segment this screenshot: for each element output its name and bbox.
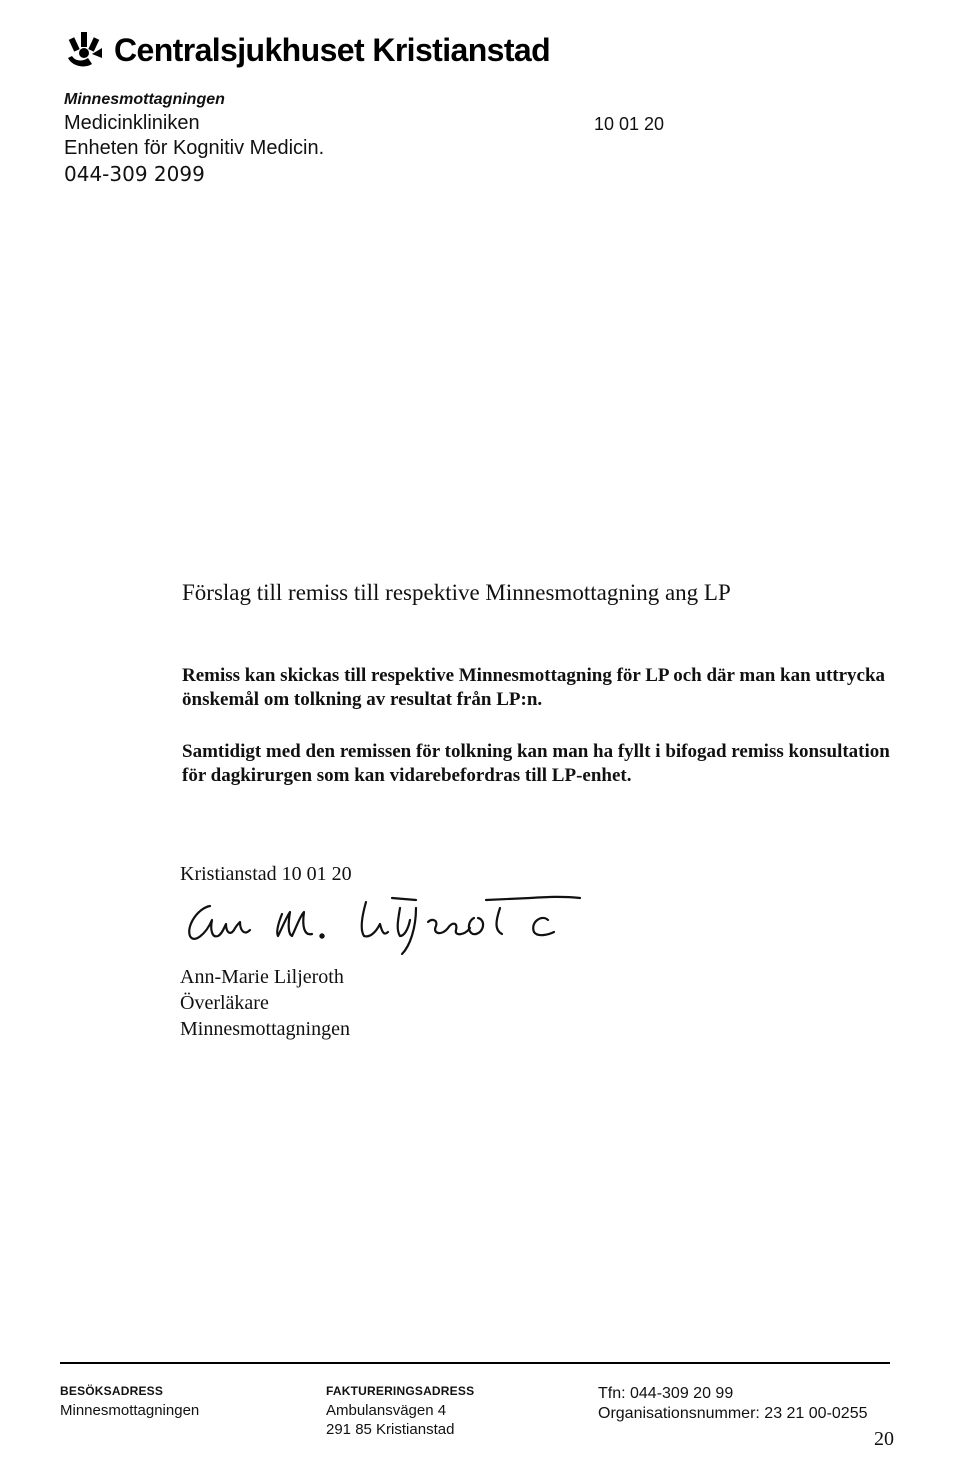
footer-org-number: Organisationsnummer: 23 21 00-0255	[598, 1405, 868, 1422]
header-phone: 044-309 2099	[64, 162, 205, 186]
signatory-title: Överläkare	[180, 992, 269, 1014]
body-paragraph-2: Samtidigt med den remissen för tolkning kan man ha fyllt i bifogad remiss konsultation för dagkirurgen som kan vidarebefordras till LP-enhet.	[182, 741, 890, 786]
footer-billing-address	[326, 1382, 474, 1439]
hospital-logo-icon	[62, 28, 106, 72]
letter-subject: Förslag till remiss till respektive Minnesmottagning ang LP	[182, 580, 731, 605]
letter-date: 10 01 20	[594, 114, 665, 134]
footer-contact	[598, 1384, 868, 1424]
clinic-name: Medicinkliniken	[64, 112, 200, 134]
hospital-logo	[62, 28, 550, 72]
handwritten-signature	[170, 878, 630, 958]
footer-visit-address	[60, 1382, 199, 1420]
place-and-date: Kristianstad 10 01 20	[180, 863, 352, 885]
footer-visit-label: BESÖKSADRESS	[60, 1384, 164, 1398]
unit-name: Enheten för Kognitiv Medicin.	[64, 137, 325, 159]
page-number: 20	[874, 1428, 894, 1450]
hospital-name: Centralsjukhuset Kristianstad	[114, 31, 551, 68]
body-paragraph-1: Remiss kan skickas till respektive Minnesmottagning för LP och där man kan uttrycka önskemål om tolkning av resultat från LP:n.	[182, 665, 886, 710]
footer-phone: Tfn: 044-309 20 99	[598, 1385, 734, 1402]
footer-visit-line: Minnesmottagningen	[60, 1402, 200, 1419]
footer-divider	[60, 1362, 890, 1364]
signatory-name: Ann-Marie Liljeroth	[180, 966, 344, 988]
signatory-department: Minnesmottagningen	[180, 1018, 350, 1040]
footer-billing-label: FAKTURERINGSADRESS	[326, 1384, 475, 1398]
footer-billing-city: 291 85 Kristianstad	[326, 1421, 455, 1438]
footer-billing-street: Ambulansvägen 4	[326, 1402, 447, 1419]
department-name: Minnesmottagningen	[64, 91, 225, 108]
